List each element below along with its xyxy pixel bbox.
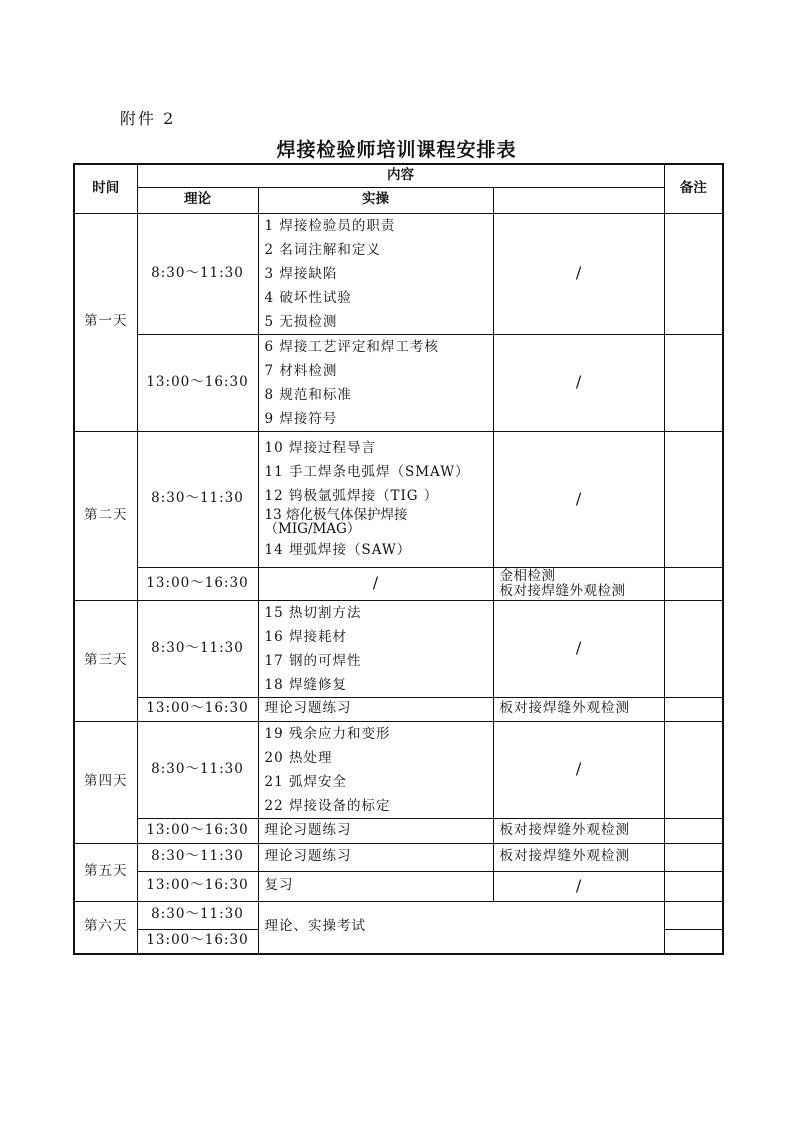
remarks-cell bbox=[664, 818, 723, 843]
list-item: 19 残余应力和变形 bbox=[264, 725, 391, 742]
practice-cell: / bbox=[493, 600, 664, 697]
practice-cell bbox=[493, 567, 664, 600]
session-time: 13:00～16:30 bbox=[137, 334, 258, 431]
header-theory: 理论 bbox=[137, 187, 258, 213]
table-row bbox=[74, 871, 723, 901]
session-time: 13:00～16:30 bbox=[137, 929, 258, 954]
list-item: 4 破坏性试验 bbox=[264, 289, 352, 306]
session-time: 13:00～16:30 bbox=[137, 697, 258, 721]
header-practice: 实操 bbox=[258, 187, 493, 213]
day-label: 第五天 bbox=[74, 843, 137, 901]
remarks-cell bbox=[664, 600, 723, 697]
remarks-cell bbox=[664, 431, 723, 567]
theory-list bbox=[258, 334, 493, 431]
page-title: 焊接检验师培训课程安排表 bbox=[276, 139, 517, 161]
header-remarks: 备注 bbox=[664, 164, 723, 213]
schedule-table bbox=[73, 163, 724, 955]
session-time: 13:00～16:30 bbox=[137, 818, 258, 843]
theory-cell: 理论习题练习 bbox=[258, 697, 493, 721]
theory-cell: 理论习题练习 bbox=[258, 818, 493, 843]
practice-item: 板对接焊缝外观检测 bbox=[499, 582, 626, 599]
list-item: 12 钨极氩弧焊接（TIG ） bbox=[264, 488, 439, 504]
list-item: 21 弧焊安全 bbox=[264, 773, 347, 790]
day-label: 第一天 bbox=[74, 213, 137, 431]
practice-cell: / bbox=[493, 213, 664, 334]
theory-cell: / bbox=[258, 567, 493, 600]
remarks-cell bbox=[664, 213, 723, 334]
list-item: 22 焊接设备的标定 bbox=[264, 797, 391, 814]
remarks-cell bbox=[664, 901, 723, 929]
remarks-cell bbox=[664, 843, 723, 871]
remarks-cell bbox=[664, 697, 723, 721]
session-time: 13:00～16:30 bbox=[137, 871, 258, 901]
day-label: 第三天 bbox=[74, 600, 137, 721]
list-item: 1 焊接检验员的职责 bbox=[264, 217, 396, 234]
list-item: 2 名词注解和定义 bbox=[264, 241, 381, 258]
theory-list bbox=[258, 431, 493, 567]
list-item: 3 焊接缺陷 bbox=[264, 265, 338, 282]
exam-cell: 理论、实操考试 bbox=[258, 901, 664, 954]
practice-item: 金相检测 bbox=[499, 567, 556, 584]
practice-cell: / bbox=[493, 721, 664, 818]
list-item: 18 焊缝修复 bbox=[264, 676, 347, 693]
remarks-cell bbox=[664, 567, 723, 600]
theory-list bbox=[258, 600, 493, 697]
table-row bbox=[74, 843, 723, 871]
session-time: 13:00～16:30 bbox=[137, 567, 258, 600]
list-item: 14 埋弧焊接（SAW） bbox=[264, 542, 412, 558]
session-time: 8:30～11:30 bbox=[137, 600, 258, 697]
session-time: 8:30～11:30 bbox=[137, 431, 258, 567]
list-item: 13 熔化极气体保护焊接（MIG/MAG） bbox=[264, 507, 408, 537]
attachment-label: 附件 2 bbox=[120, 109, 176, 128]
session-time: 8:30～11:30 bbox=[137, 843, 258, 871]
list-item: 6 焊接工艺评定和焊工考核 bbox=[264, 338, 439, 355]
practice-cell: / bbox=[493, 871, 664, 901]
list-item: 15 热切割方法 bbox=[264, 604, 362, 621]
list-item: 16 焊接耗材 bbox=[264, 628, 347, 645]
remarks-cell bbox=[664, 334, 723, 431]
list-item: 17 钢的可焊性 bbox=[264, 652, 362, 669]
practice-cell: 板对接焊缝外观检测 bbox=[493, 818, 664, 843]
theory-list bbox=[258, 721, 493, 818]
theory-list bbox=[258, 213, 493, 334]
practice-cell: 板对接焊缝外观检测 bbox=[493, 843, 664, 871]
table-row bbox=[74, 213, 723, 334]
remarks-cell bbox=[664, 721, 723, 818]
list-item: 10 焊接过程导言 bbox=[264, 440, 376, 456]
list-item: 5 无损检测 bbox=[264, 313, 338, 330]
day-label: 第六天 bbox=[74, 901, 137, 954]
practice-cell: 板对接焊缝外观检测 bbox=[493, 697, 664, 721]
table-row bbox=[74, 697, 723, 721]
table-row bbox=[74, 431, 723, 567]
remarks-cell bbox=[664, 929, 723, 954]
table-row bbox=[74, 567, 723, 600]
list-item: 7 材料检测 bbox=[264, 362, 338, 379]
practice-cell: / bbox=[493, 431, 664, 567]
header-row bbox=[74, 164, 723, 187]
header-content: 内容 bbox=[137, 164, 664, 187]
day-label: 第二天 bbox=[74, 431, 137, 600]
session-time: 8:30～11:30 bbox=[137, 901, 258, 929]
table-row bbox=[74, 901, 723, 929]
table-row bbox=[74, 721, 723, 818]
list-item: 8 规范和标准 bbox=[264, 386, 352, 403]
remarks-cell bbox=[664, 871, 723, 901]
list-item: 20 热处理 bbox=[264, 749, 333, 766]
theory-cell: 理论习题练习 bbox=[258, 843, 493, 871]
table-row bbox=[74, 818, 723, 843]
session-time: 8:30～11:30 bbox=[137, 721, 258, 818]
day-label: 第四天 bbox=[74, 721, 137, 843]
table-row bbox=[74, 600, 723, 697]
practice-cell: / bbox=[493, 334, 664, 431]
subheader-row bbox=[74, 187, 723, 213]
list-item: 11 手工焊条电弧焊（SMAW） bbox=[264, 464, 470, 480]
session-time: 8:30～11:30 bbox=[137, 213, 258, 334]
list-item: 9 焊接符号 bbox=[264, 410, 338, 427]
table-row bbox=[74, 334, 723, 431]
theory-cell: 复习 bbox=[258, 871, 493, 901]
header-time: 时间 bbox=[74, 164, 137, 213]
